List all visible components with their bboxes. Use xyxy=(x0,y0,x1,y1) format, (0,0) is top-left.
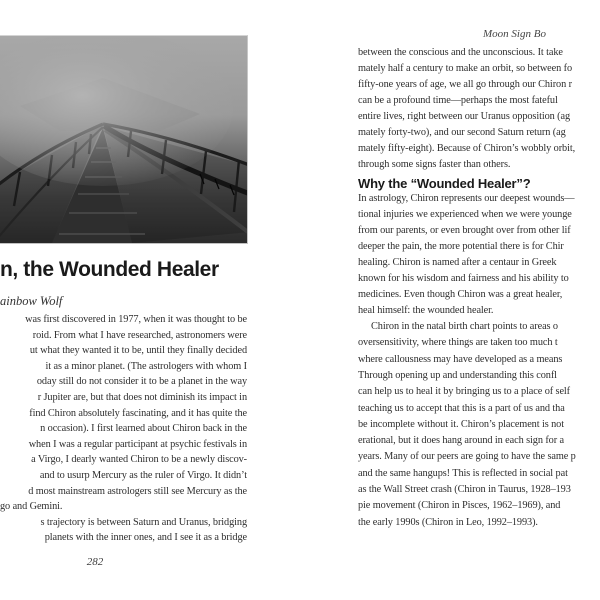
text-line: mately forty-two), and our second Saturn return (ag xyxy=(358,127,566,138)
text-line: In astrology, Chiron represents our deepest wounds— xyxy=(358,193,575,204)
text-line: planets with the inner ones, and I see it as a bridge xyxy=(44,532,247,544)
byline: ainbow Wolf xyxy=(0,294,63,308)
text-line: teaching us to accept that this is a part of us and tha xyxy=(358,402,565,414)
right-page-paragraph-2 xyxy=(358,193,600,323)
text-line: fifty-one years of age, we all go through our Chiron r xyxy=(358,79,572,90)
text-line: be incomplete without it. Chiron’s placement is not xyxy=(358,418,564,430)
text-line: medicines. Even though Chiron was a great healer, xyxy=(358,289,563,300)
text-line: erational, but it does hang around in each sign for a xyxy=(358,435,565,447)
text-line: and to usurp Mercury as the ruler of Virgo. It didn’t xyxy=(39,470,247,481)
text-line: Chiron in the natal birth chart points to areas o xyxy=(371,321,558,332)
text-line: where callousness may have developed as a means xyxy=(358,353,563,365)
text-line: pie movement (Chiron in Pisces, 1962–1969), and xyxy=(358,500,561,512)
text-line: s trajectory is between Saturn and Uranus, bridging xyxy=(40,516,247,528)
chapter-title: n, the Wounded Healer xyxy=(0,258,219,281)
bridge-photo xyxy=(0,35,248,244)
left-page-body xyxy=(0,314,247,554)
text-line: heal himself: the wounded healer. xyxy=(358,305,494,316)
text-line: mately half a century to make an orbit, so between fo xyxy=(358,63,573,74)
right-page-paragraph-3 xyxy=(358,321,600,537)
text-line: deeper the pain, the more potential there is for Chir xyxy=(358,241,564,252)
section-heading: Why the “Wounded Healer”? xyxy=(358,176,531,191)
text-line: known for his wisdom and fairness and his ability to xyxy=(358,273,569,284)
text-line: oversensitivity, where things are taken too much t xyxy=(358,337,558,349)
text-line: oday still do not consider it to be a planet in the way xyxy=(36,376,247,388)
text-line: a Virgo, I dearly wanted Chiron to be a newly discov- xyxy=(31,454,247,466)
text-line: entire lives, right between our Uranus opposition (ag xyxy=(358,111,571,122)
page-number: 282 xyxy=(86,556,104,568)
text-line: from our parents, or even brought over from other lif xyxy=(358,225,571,236)
text-line: d most mainstream astrologers still see Mercury as the xyxy=(28,485,247,497)
text-line: mately fifty-eight). Because of Chiron’s wobbly orbit, xyxy=(358,143,576,154)
text-line: between the conscious and the unconscious. It take xyxy=(358,47,563,58)
bridge-photo-art xyxy=(0,36,247,243)
text-line: the early 1990s (Chiron in Leo, 1992–1993). xyxy=(358,516,538,528)
running-header: Moon Sign Bo xyxy=(483,28,546,40)
text-line: healing. Chiron is named after a centaur in Greek xyxy=(358,257,557,268)
text-line: tional injuries we experienced when we were younge xyxy=(358,209,572,220)
text-line: was first discovered in 1977, when it was thought to be xyxy=(25,314,247,325)
text-line: years. Many of our peers are going to have the same p xyxy=(358,451,576,463)
text-line: r Jupiter are, but that does not diminish its impact in xyxy=(37,392,247,403)
text-line: it as a minor planet. (The astrologers with whom I xyxy=(45,360,247,372)
text-line: ut what they wanted it to be, until they finally decided xyxy=(29,345,247,357)
text-line: go and Gemini. xyxy=(0,501,63,513)
text-line: as the Wall Street crash (Chiron in Taurus, 1928–193 xyxy=(358,484,571,495)
text-line: roid. From what I have researched, astronomers were xyxy=(32,329,247,341)
text-line: can be a profound time—perhaps the most fateful xyxy=(358,95,558,106)
text-line: can help us to heal it by bringing us to a place of self xyxy=(358,386,571,398)
right-page xyxy=(300,0,600,600)
right-page-paragraph-1 xyxy=(358,47,600,181)
text-line: when I was a regular participant at psychic festivals in xyxy=(28,438,247,450)
text-line: find Chiron absolutely fascinating, and it has quite the xyxy=(29,407,247,419)
text-line: n occasion). I first learned about Chiron back in the xyxy=(40,423,247,435)
text-line: and the same hangups! This is reflected in social pat xyxy=(358,467,568,479)
text-line: through some signs faster than others. xyxy=(358,159,511,170)
text-line: Through opening up and understanding this confl xyxy=(358,369,557,381)
